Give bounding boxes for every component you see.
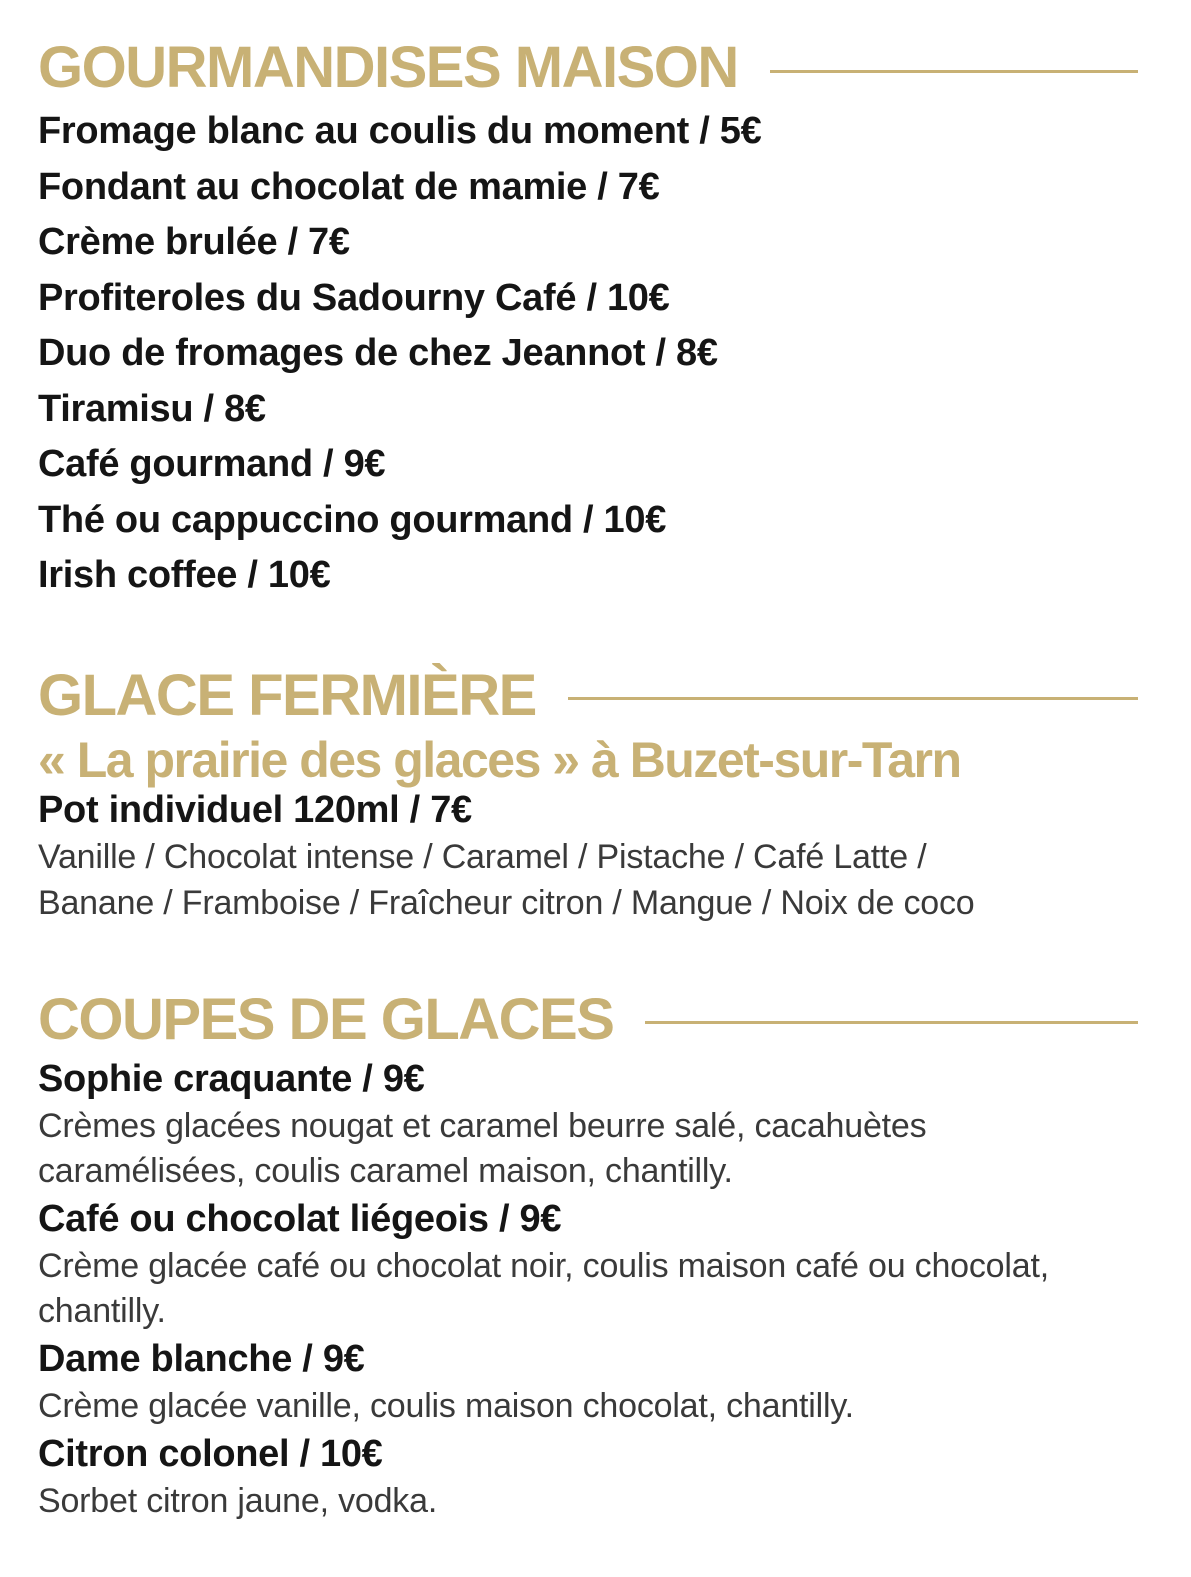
- gourmandises-list: [38, 104, 1138, 604]
- section-subtitle: « La prairie des glaces » à Buzet-sur-Tarn: [38, 731, 961, 788]
- menu-item-description: Sorbet citron jaune, vodka.: [38, 1481, 438, 1520]
- menu-item: [38, 1334, 1138, 1429]
- menu-item: Crème brulée / 7€: [38, 221, 350, 263]
- menu-item: Irish coffee / 10€: [38, 554, 331, 596]
- section-gourmandises: [38, 34, 1138, 604]
- menu-item: [38, 1429, 1138, 1524]
- menu-item-description: Crème glacée vanille, coulis maison chocolat, chantilly.: [38, 1386, 854, 1425]
- menu-item-description: Crème glacée café ou chocolat noir, coulis maison café ou chocolat, chantilly.: [38, 1246, 1049, 1330]
- section-glace-fermiere: [38, 662, 1138, 926]
- menu-item-name: Sophie craquante / 9€: [38, 1057, 425, 1100]
- section-header: [38, 986, 1138, 1054]
- gold-divider-line: [770, 70, 1138, 73]
- menu-item: Thé ou cappuccino gourmand / 10€: [38, 498, 667, 541]
- section-header: [38, 34, 1138, 102]
- menu-item: [38, 1194, 1138, 1334]
- flavors-line: Vanille / Chocolat intense / Caramel / Pistache / Café Latte /: [38, 837, 927, 876]
- menu-item: Fondant au chocolat de mamie / 7€: [38, 165, 660, 208]
- menu-item: Profiteroles du Sadourny Café / 10€: [38, 276, 670, 319]
- section-title: COUPES DE GLACES: [38, 986, 614, 1052]
- menu-item-name: Café ou chocolat liégeois / 9€: [38, 1197, 562, 1240]
- menu-item: [38, 1054, 1138, 1194]
- flavors-line: Banane / Framboise / Fraîcheur citron / Mangue / Noix de coco: [38, 883, 975, 922]
- menu-item: Café gourmand / 9€: [38, 443, 386, 485]
- menu-page: [38, 34, 1138, 1524]
- menu-item-description: Crèmes glacées nougat et caramel beurre salé, cacahuètes caramélisées, coulis caramel maison, chantilly.: [38, 1106, 927, 1190]
- section-coupes: [38, 986, 1138, 1524]
- menu-item-name: Dame blanche / 9€: [38, 1337, 365, 1380]
- menu-item: Duo de fromages de chez Jeannot / 8€: [38, 332, 718, 374]
- gold-divider-line: [568, 697, 1138, 700]
- menu-item: Tiramisu / 8€: [38, 387, 266, 430]
- section-title: GOURMANDISES MAISON: [38, 35, 738, 100]
- section-title: GLACE FERMIÈRE: [38, 662, 536, 728]
- menu-item-name: Citron colonel / 10€: [38, 1432, 383, 1475]
- gold-divider-line: [645, 1021, 1138, 1024]
- menu-item: Fromage blanc au coulis du moment / 5€: [38, 110, 762, 152]
- section-header: [38, 662, 1138, 730]
- menu-item-name: Pot individuel 120ml / 7€: [38, 788, 472, 831]
